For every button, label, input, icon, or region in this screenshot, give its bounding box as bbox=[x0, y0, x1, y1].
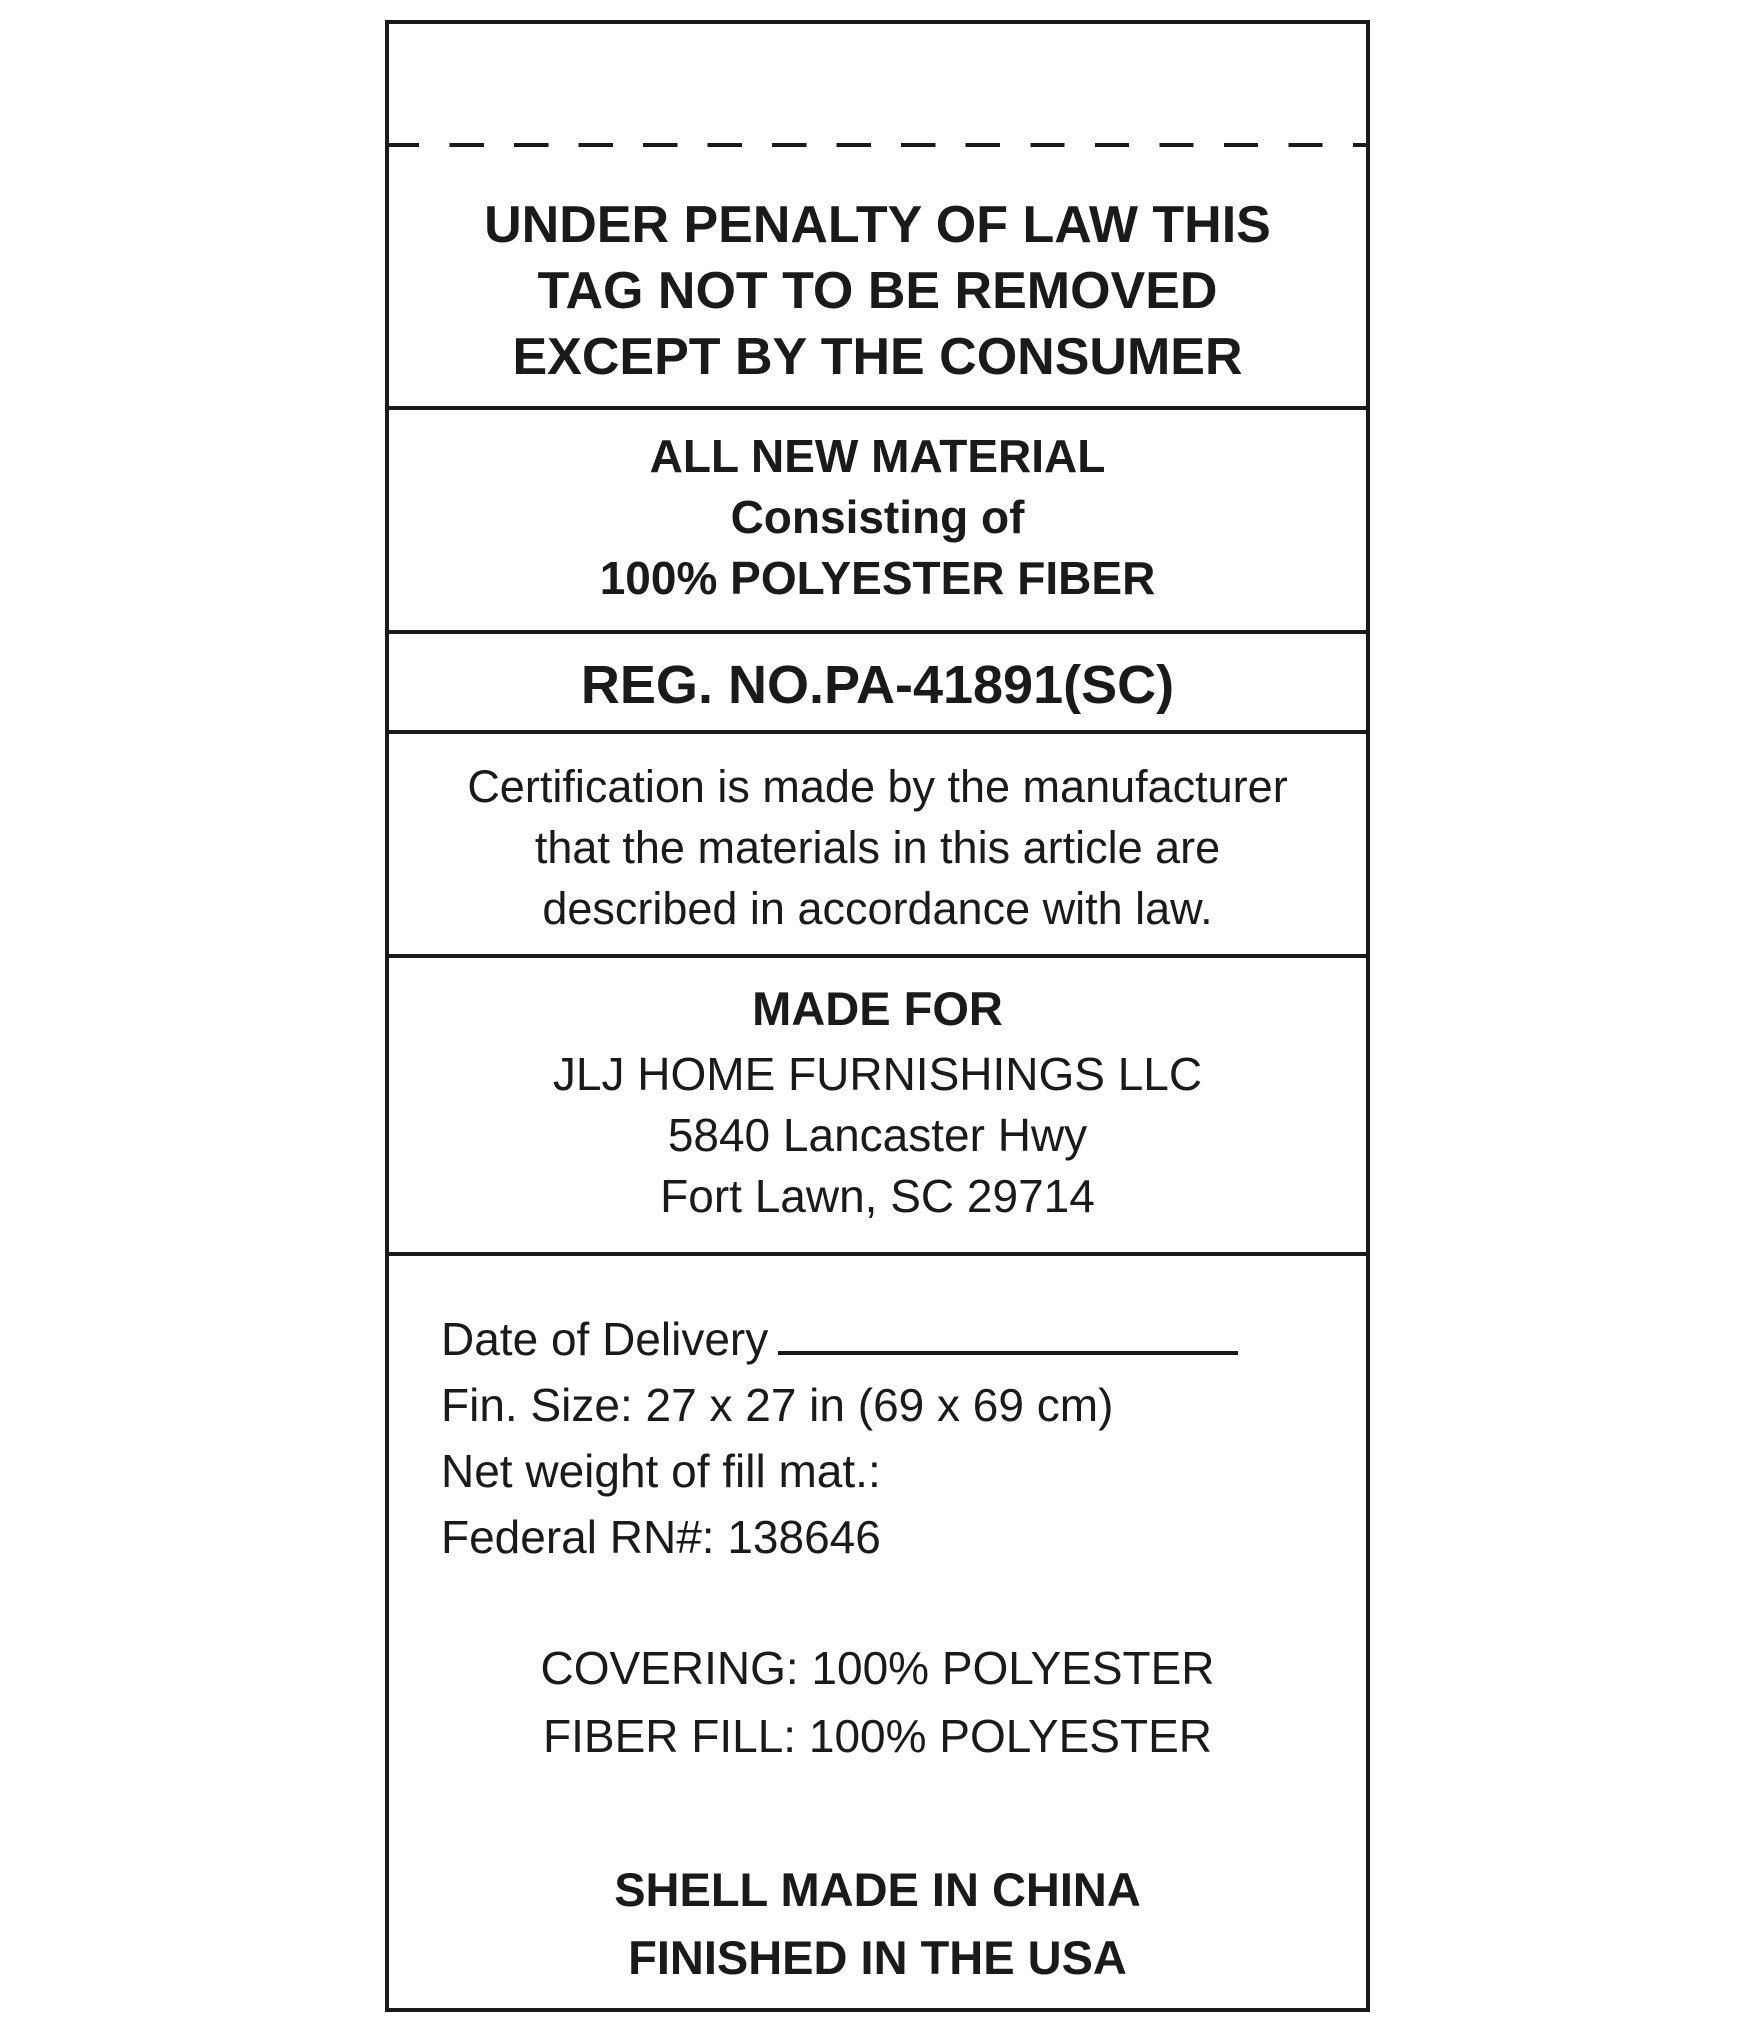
delivery-date-row bbox=[441, 1306, 1326, 1372]
material-line: Consisting of bbox=[730, 491, 1025, 543]
contents-section bbox=[389, 1634, 1366, 1770]
divider bbox=[389, 630, 1366, 634]
material-line: 100% POLYESTER FIBER bbox=[599, 552, 1156, 604]
company-name: JLJ HOME FURNISHINGS LLC bbox=[552, 1048, 1203, 1100]
finished-size: Fin. Size: 27 x 27 in (69 x 69 cm) bbox=[441, 1379, 1114, 1431]
warning-section bbox=[389, 192, 1366, 390]
origin-section bbox=[389, 1856, 1366, 1992]
material-line: ALL NEW MATERIAL bbox=[649, 430, 1106, 482]
details-section bbox=[441, 1306, 1326, 1570]
material-section bbox=[389, 426, 1366, 609]
made-for-heading: MADE FOR bbox=[752, 982, 1003, 1035]
divider bbox=[389, 1252, 1366, 1256]
warning-line: EXCEPT BY THE CONSUMER bbox=[512, 328, 1243, 386]
divider bbox=[389, 406, 1366, 410]
certification-section bbox=[389, 756, 1366, 939]
divider bbox=[389, 730, 1366, 734]
certification-line: described in accordance with law. bbox=[542, 883, 1213, 934]
fiber-fill-content: FIBER FILL: 100% POLYESTER bbox=[543, 1710, 1212, 1762]
tear-line bbox=[389, 143, 1366, 147]
law-tag bbox=[385, 20, 1370, 2012]
federal-rn: Federal RN#: 138646 bbox=[441, 1511, 881, 1563]
registration-number: REG. NO.PA-41891(SC) bbox=[580, 655, 1175, 715]
city-state-zip: Fort Lawn, SC 29714 bbox=[660, 1170, 1095, 1222]
finished-origin: FINISHED IN THE USA bbox=[628, 1931, 1127, 1984]
warning-line: UNDER PENALTY OF LAW THIS bbox=[484, 196, 1271, 254]
divider bbox=[389, 954, 1366, 958]
net-weight: Net weight of fill mat.: bbox=[441, 1445, 881, 1497]
certification-line: that the materials in this article are bbox=[534, 822, 1221, 873]
street-address: 5840 Lancaster Hwy bbox=[667, 1109, 1088, 1161]
certification-line: Certification is made by the manufacturer bbox=[467, 761, 1288, 812]
warning-line: TAG NOT TO BE REMOVED bbox=[537, 262, 1218, 320]
made-for-section bbox=[389, 974, 1366, 1227]
delivery-date-label: Date of Delivery bbox=[441, 1313, 769, 1365]
shell-origin: SHELL MADE IN CHINA bbox=[614, 1863, 1141, 1916]
registration-section bbox=[389, 652, 1366, 718]
covering-content: COVERING: 100% POLYESTER bbox=[540, 1642, 1215, 1694]
delivery-date-blank bbox=[778, 1351, 1238, 1355]
